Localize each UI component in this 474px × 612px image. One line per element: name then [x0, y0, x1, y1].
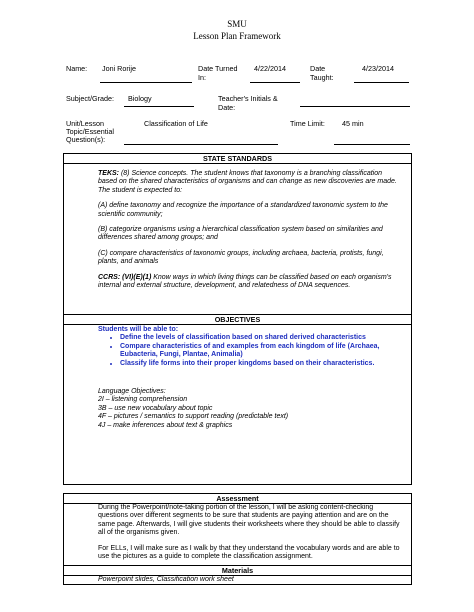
- materials-text: Powerpoint slides, Classification work sheet: [98, 576, 234, 583]
- assessment-para-1: During the Powerpoint/note-taking portion of the lesson, I will be asking content-checking questions over different segments to be sure that students are paying attention and are on the same page. Afterwards, I will give students their worksheets where they should be able to classify all of the organisms given.: [98, 504, 400, 537]
- standard-item-a: (A) define taxonomy and recognize the importance of a standardized taxonomic system to the scientific community;: [98, 202, 388, 218]
- language-heading: Language Objectives:: [98, 388, 166, 395]
- name-label: Name:: [66, 64, 88, 73]
- teks-lead: TEKS:: [98, 170, 119, 177]
- objectives-list: [98, 334, 398, 368]
- date-turned-underline: [250, 82, 300, 83]
- subject-underline: [124, 106, 194, 107]
- standard-item-c: (C) compare characteristics of taxonomic groups, including archaea, bacteria, protists, fungi, plants, and animals: [98, 249, 384, 266]
- time-limit-label: Time Limit:: [290, 119, 325, 128]
- standard-item-b: (B) categorize organisms using a hierarchical classification system based on similarities and differences shared among groups; and: [98, 226, 383, 242]
- standards-text: [98, 170, 398, 297]
- org-name: SMU: [227, 19, 247, 29]
- subject-value: Biology: [128, 94, 152, 103]
- ccrs-lead: CCRS: (VI)(E)(1): [98, 273, 152, 281]
- assessment-text: [98, 504, 404, 568]
- date-turned-label-line2: In:: [198, 73, 206, 82]
- standards-objectives-box: [63, 153, 412, 485]
- ccrs-text: Know ways in which living things can be classified based on each organism's internal and external structure, development, and relatedness of DNA sequences.: [98, 273, 392, 290]
- unit-label-line2: Topic/Essential: [66, 127, 114, 136]
- date-taught-label: Date: [310, 64, 326, 73]
- assessment-materials-box: [63, 493, 412, 585]
- unit-underline: [124, 144, 278, 145]
- language-item: 2I – listening comprehension: [98, 396, 188, 404]
- subject-label: Subject/Grade:: [66, 94, 114, 103]
- objectives-intro: Students will be able to:: [98, 326, 179, 333]
- date-taught-underline: [354, 82, 409, 83]
- materials-heading: Materials: [64, 566, 411, 576]
- initials-label-line2: Date:: [218, 103, 236, 112]
- name-underline: [100, 82, 192, 83]
- language-item: 4F – pictures / semantics to support reading (predictable text): [98, 413, 289, 421]
- page-title: Lesson Plan Framework: [193, 31, 281, 41]
- standards-heading: STATE STANDARDS: [64, 154, 411, 164]
- date-turned-label: Date Turned: [198, 64, 238, 73]
- assessment-heading: Assessment: [64, 494, 411, 504]
- objective-item: • Define the levels of classification based on shared derived characteristics: [120, 334, 398, 342]
- name-value: Joni Rorije: [102, 64, 136, 73]
- assessment-para-2: For ELLs, I will make sure as I walk by that they understand the vocabulary words and are able to use the pictures as a guide to complete the classification assignment.: [98, 544, 400, 561]
- date-taught-label-line2: Taught:: [310, 73, 334, 82]
- date-turned-value: 4/22/2014: [254, 64, 286, 73]
- teks-text: (8) Science concepts. The student knows that taxonomy is a branching classification based on the shared characteristics of organisms and can change as new discoveries are made. The student is expected to:: [98, 170, 397, 194]
- unit-value: Classification of Life: [144, 119, 208, 128]
- time-limit-value: 45 min: [342, 119, 364, 128]
- objective-item: • Classify life forms into their proper kingdoms based on their characteristics.: [120, 360, 398, 368]
- objectives-block: [98, 326, 398, 368]
- objective-item: • Compare characteristics of and examples from each kingdom of life (Archaea, Eubacteria, Fungi, Plantae, Animalia): [120, 343, 398, 360]
- unit-label-line3: Question(s):: [66, 135, 106, 144]
- language-item: 4J – make inferences about text & graphics: [98, 421, 233, 429]
- initials-label: Teacher's Initials &: [218, 94, 278, 103]
- unit-label: Unit/Lesson: [66, 119, 104, 128]
- time-limit-underline: [334, 144, 410, 145]
- objectives-heading: OBJECTIVES: [64, 315, 411, 325]
- language-objectives: [98, 388, 398, 430]
- language-item: 3B – use new vocabulary about topic: [98, 404, 213, 412]
- date-taught-value: 4/23/2014: [362, 64, 394, 73]
- initials-underline: [300, 106, 410, 107]
